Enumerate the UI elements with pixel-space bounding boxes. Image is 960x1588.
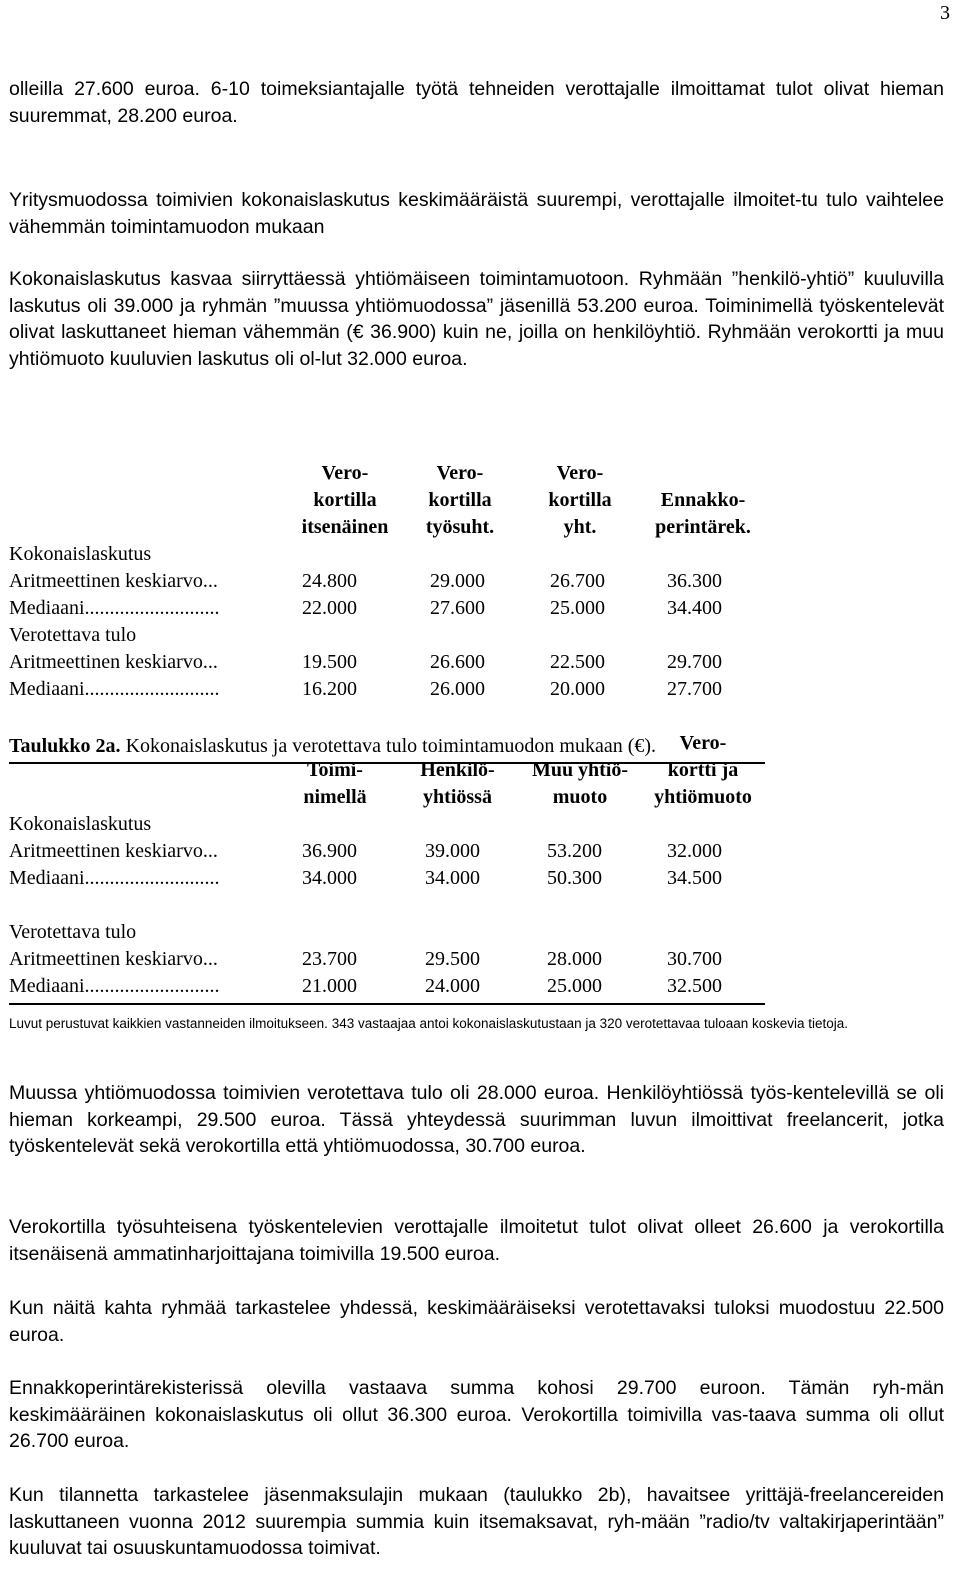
row-label: Mediaani...........................: [9, 867, 220, 889]
paragraph-billing-growth: Kokonaislaskutus kasvaa siirryttäessä yhtiömäiseen toimintamuotoon. Ryhmään ”henkilö-yhtiö” kuuluvilla laskutus oli 39.000 ja ryhmän ”muussa yhtiömuodossa” jäsenillä 53.200 euroa. Toiminimellä työskentelevät olivat laskuttaneet hieman vähemmän (€ 36.900) kuin ne, joilla on henkilöyhtiö. Ryhmään verokortti ja muu yhtiömuoto kuuluvien laskutus oli ol-lut 32.000 euroa.: [9, 268, 944, 370]
cell-value: 32.000: [667, 840, 722, 862]
table-caption: [9, 735, 656, 758]
paragraph-tax-card: Verokortilla työsuhteisena työskentelevien verottajalle ilmoitetut tulot olivat olleet 26.600 ja verokortilla itsenäisenä ammatinharjoittajana toimivilla 19.500 euroa.: [9, 1216, 944, 1265]
cell-value: 26.600: [430, 651, 485, 673]
col-header-line: itsenäinen: [301, 516, 389, 538]
cell-value: 26.000: [430, 678, 485, 700]
col-header-line: muoto: [552, 786, 608, 808]
cell-value: 50.300: [547, 867, 602, 889]
section-title: Verotettava tulo: [9, 624, 137, 646]
cell-value: 34.400: [667, 597, 722, 619]
paragraph-combined: Kun näitä kahta ryhmää tarkastelee yhdessä, keskimääräiseksi verotettavaksi tuloksi muodostuu 22.500 euroa.: [9, 1297, 944, 1346]
col-header-line: Vero-: [556, 462, 604, 484]
cell-value: 36.900: [302, 840, 357, 862]
cell-value: 36.300: [667, 570, 722, 592]
paragraph-membership: Kun tilannetta tarkastelee jäsenmaksulajin mukaan (taulukko 2b), havaitsee yrittäjä-freelancereiden laskuttaneen vuonna 2012 suurempia summia kuin itsemaksavat, ryh-mään ”radio/tv valtakirjaperintään” kuuluvat tai osuuskuntamuodossa toimivat.: [9, 1484, 944, 1559]
page-number: 3: [940, 2, 950, 24]
row-label: Aritmeettinen keskiarvo...: [9, 651, 218, 673]
col-header-line: Muu yhtiö-: [531, 759, 629, 781]
col-header-line: Vero-: [436, 462, 484, 484]
col-header-p1-3: [530, 460, 630, 541]
cell-value: 34.500: [667, 867, 722, 889]
table-caption-label: Taulukko 2a.: [9, 735, 121, 757]
cell-value: 24.000: [425, 975, 480, 997]
cell-value: 53.200: [547, 840, 602, 862]
cell-value: 29.000: [430, 570, 485, 592]
table-footnote: Luvut perustuvat kaikkien vastanneiden ilmoitukseen. 343 vastaajaa antoi kokonaislaskutustaan ja 320 verotettavaa tuloaan koskevia tietoja.: [9, 1016, 849, 1031]
paragraph-other-company: Muussa yhtiömuodossa toimivien verotettava tulo oli 28.000 euroa. Henkilöyhtiössä työs-kentelevillä se oli hieman korkeampi, 29.500 euroa. Tässä yhteydessä suurimman luvun ilmoittivat freelancerit, jotka työskentelevät sekä verokortilla että yhtiömuodossa, 30.700 euroa.: [9, 1082, 944, 1157]
row-label: Aritmeettinen keskiarvo...: [9, 570, 218, 592]
col-header-line: yhtiössä: [423, 786, 492, 808]
section-title: Verotettava tulo: [9, 921, 137, 943]
col-header-line: Henkilö-: [420, 759, 495, 781]
cell-value: 28.000: [547, 948, 602, 970]
section-heading: Yritysmuodossa toimivien kokonaislaskutus keskimääräistä suurempi, verottajalle ilmoitet-tu tulo vaihtelee vähemmän toimintamuodon mukaan: [9, 189, 944, 238]
col-header-line: kortilla: [428, 489, 492, 511]
cell-value: 34.000: [425, 867, 480, 889]
table-bottom-rule: [9, 1003, 765, 1005]
col-header-line: kortilla: [548, 489, 612, 511]
cell-value: 19.500: [302, 651, 357, 673]
col-header-line: Vero-: [321, 462, 369, 484]
section-title: Kokonaislaskutus: [9, 543, 152, 565]
cell-value: 39.000: [425, 840, 480, 862]
row-label: Mediaani...........................: [9, 597, 220, 619]
col-header-p2-3: [520, 757, 640, 811]
row-label: Mediaani...........................: [9, 975, 220, 997]
col-header-line: yhtiömuoto: [654, 786, 752, 808]
cell-value: 22.000: [302, 597, 357, 619]
col-header-line: kortilla: [313, 489, 377, 511]
col-header-p2-1: [290, 757, 380, 811]
cell-value: 27.700: [667, 678, 722, 700]
row-label: Aritmeettinen keskiarvo...: [9, 840, 218, 862]
col-header-line: Ennakko-: [660, 489, 746, 511]
cell-value: 20.000: [550, 678, 605, 700]
col-header-line: Vero-: [679, 732, 727, 754]
cell-value: 25.000: [547, 975, 602, 997]
col-header-p1-2: [410, 460, 510, 541]
col-header-line: perintärek.: [655, 516, 751, 538]
paragraph-prepayment: Ennakkoperintärekisterissä olevilla vastaava summa kohosi 29.700 euroon. Tämän ryh-män keskimääräinen kokonaislaskutus oli ollut 36.300 euroa. Verokortilla toimivilla vas-taava summa oli ollut 26.700 euroa.: [9, 1377, 944, 1452]
cell-value: 29.500: [425, 948, 480, 970]
row-label: Aritmeettinen keskiarvo...: [9, 948, 218, 970]
col-header-p1-4: [640, 487, 766, 541]
cell-value: 24.800: [302, 570, 357, 592]
cell-value: 25.000: [550, 597, 605, 619]
col-header-p1-1: [290, 460, 400, 541]
cell-value: 32.500: [667, 975, 722, 997]
cell-value: 27.600: [430, 597, 485, 619]
cell-value: 23.700: [302, 948, 357, 970]
row-label: Mediaani...........................: [9, 678, 220, 700]
col-header-p2-2: [405, 757, 510, 811]
table-caption-text: Kokonaislaskutus ja verotettava tulo toimintamuodon mukaan (€).: [120, 735, 657, 757]
col-header-line: yht.: [563, 516, 597, 538]
cell-value: 34.000: [302, 867, 357, 889]
cell-value: 26.700: [550, 570, 605, 592]
col-header-line: nimellä: [303, 786, 367, 808]
section-title: Kokonaislaskutus: [9, 813, 152, 835]
col-header-line: Toimi-: [307, 759, 363, 781]
cell-value: 21.000: [302, 975, 357, 997]
col-header-line: työsuht.: [425, 516, 495, 538]
paragraph-intro: olleilla 27.600 euroa. 6-10 toimeksiantajalle työtä tehneiden verottajalle ilmoittamat tulot olivat hieman suuremmat, 28.200 euroa.: [9, 78, 944, 127]
cell-value: 22.500: [550, 651, 605, 673]
cell-value: 30.700: [667, 948, 722, 970]
col-header-line: kortti ja: [667, 759, 739, 781]
cell-value: 16.200: [302, 678, 357, 700]
col-header-p2-4: [640, 730, 766, 811]
cell-value: 29.700: [667, 651, 722, 673]
